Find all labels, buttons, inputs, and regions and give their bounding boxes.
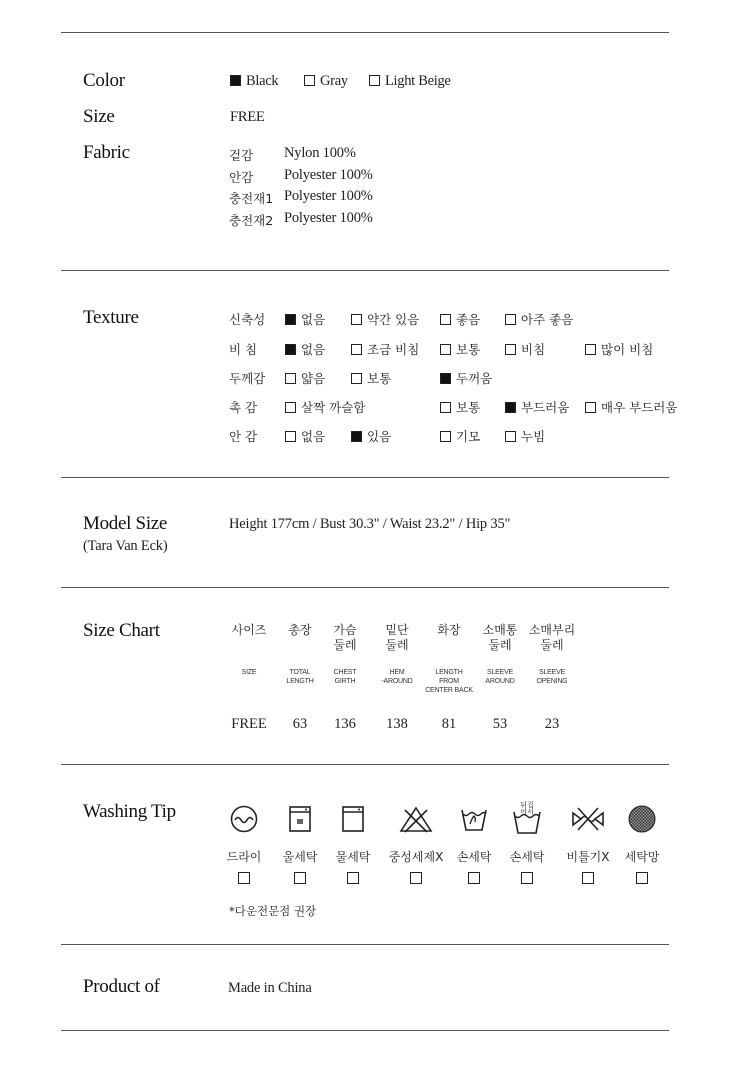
- color-option-black: Black: [230, 73, 278, 90]
- texture-option-label: 없음: [301, 342, 326, 357]
- checkbox-icon: [440, 314, 451, 325]
- divider: [61, 477, 669, 478]
- texture-option-label: 두꺼움: [456, 371, 493, 386]
- texture-option: [285, 340, 325, 358]
- texture-option: [505, 398, 569, 416]
- washing-checkbox: [410, 872, 422, 884]
- texture-option: [285, 310, 325, 328]
- checkbox-icon: [505, 344, 516, 355]
- washing-checkbox: [582, 872, 594, 884]
- texture-option-label: 약간 있음: [367, 312, 420, 327]
- size-chart-header-en: HEM -AROUND: [381, 669, 413, 685]
- checkbox-icon: [440, 431, 451, 442]
- checkbox-icon: [285, 402, 296, 413]
- fabric-part: 겉감: [229, 148, 254, 163]
- texture-option: [351, 369, 391, 387]
- checkbox-icon: [505, 431, 516, 442]
- inside-out-text: 뒤집어서: [520, 801, 534, 816]
- washing-label: 드라이: [226, 850, 262, 864]
- texture-label: Texture: [83, 307, 139, 328]
- size-chart-header: 밑단 둘레: [385, 623, 409, 652]
- texture-row-name: 촉 감: [229, 400, 258, 415]
- fabric-material: Nylon 100%: [284, 145, 356, 161]
- no-neutral-detergent-icon: [398, 804, 434, 838]
- model-name: (Tara Van Eck): [83, 538, 168, 554]
- fabric-material: Polyester 100%: [284, 188, 373, 204]
- checkbox-icon: [304, 75, 315, 86]
- water-wash-icon: [338, 804, 368, 838]
- checkbox-icon: [505, 314, 516, 325]
- texture-option: [440, 310, 480, 328]
- texture-row-name: 두께감: [229, 371, 266, 386]
- washing-checkbox: [468, 872, 480, 884]
- checkbox-icon: [285, 344, 296, 355]
- checkbox-icon: [351, 373, 362, 384]
- texture-option-label: 있음: [367, 429, 392, 444]
- fabric-material: Polyester 100%: [284, 209, 373, 226]
- size-chart-header: 총장: [288, 623, 312, 637]
- checkbox-icon: [440, 402, 451, 413]
- model-measurements: Height 177cm / Bust 30.3" / Waist 23.2" / Hip 35": [229, 516, 511, 532]
- texture-option: [285, 427, 325, 445]
- fabric-part: 충전재2: [229, 212, 274, 228]
- divider-bottom: [61, 1030, 669, 1031]
- color-option-light-beige: Light Beige: [369, 73, 451, 90]
- texture-option: [440, 340, 480, 358]
- texture-option: [351, 427, 391, 445]
- wool-wash-icon: [285, 804, 315, 838]
- texture-option-label: 기모: [456, 429, 481, 444]
- washing-checkbox: [294, 872, 306, 884]
- texture-option-label: 부드러움: [521, 400, 570, 415]
- texture-option: [351, 340, 419, 358]
- texture-row-name: 비 침: [229, 342, 258, 357]
- texture-option-label: 좋음: [456, 312, 481, 327]
- checkbox-icon: [285, 431, 296, 442]
- no-wringing-icon: [570, 804, 606, 838]
- checkbox-icon: [440, 373, 451, 384]
- washing-label: 비틀기X: [566, 850, 610, 864]
- washing-checkbox: [347, 872, 359, 884]
- size-chart-value: FREE: [231, 716, 267, 732]
- checkbox-icon: [351, 431, 362, 442]
- texture-option-label: 보통: [456, 400, 481, 415]
- hand-wash-inside-out-icon: [511, 802, 543, 840]
- texture-option-label: 아주 좋음: [521, 312, 574, 327]
- size-value: FREE: [230, 109, 265, 125]
- washing-label: 울세탁: [282, 850, 318, 864]
- size-chart-header-en: TOTAL LENGTH: [286, 669, 314, 685]
- texture-row-name: 신축성: [229, 312, 266, 327]
- washing-checkbox: [238, 872, 250, 884]
- divider-top: [61, 32, 669, 33]
- texture-option: [285, 369, 325, 387]
- washing-label: 물세탁: [335, 850, 371, 864]
- washing-checkbox: [521, 872, 533, 884]
- washing-checkbox: [636, 872, 648, 884]
- texture-option: [505, 310, 573, 328]
- checkbox-icon: [585, 402, 596, 413]
- laundry-net-icon: [627, 804, 657, 838]
- washing-tip-label: Washing Tip: [83, 801, 176, 822]
- washing-label: 손세탁: [509, 850, 545, 864]
- texture-option: [351, 310, 419, 328]
- washing-note: *다운전문점 권장: [229, 904, 317, 918]
- checkbox-icon: [351, 314, 362, 325]
- texture-option-label: 매우 부드러움: [601, 400, 678, 415]
- fabric-part: 충전재1: [229, 191, 274, 206]
- product-of-label: Product of: [83, 976, 160, 997]
- texture-option: [440, 369, 492, 387]
- texture-option-label: 누빔: [521, 429, 546, 444]
- size-chart-value: 138: [386, 716, 408, 732]
- divider: [61, 764, 669, 765]
- checkbox-icon: [369, 75, 380, 86]
- size-chart-value: 23: [544, 716, 560, 732]
- texture-option-label: 살짝 까슬함: [301, 400, 366, 415]
- checkbox-icon: [285, 314, 296, 325]
- size-chart-header-en: LENGTH FROM CENTER BACK: [425, 669, 473, 694]
- size-chart-value: 53: [492, 716, 508, 732]
- size-chart-header-en: CHEST GIRTH: [333, 669, 357, 685]
- color-option-gray: Gray: [304, 73, 348, 90]
- size-chart-header: 소매부리 둘레: [528, 623, 576, 652]
- checkbox-icon: [505, 402, 516, 413]
- fabric-part: 안감: [229, 169, 254, 185]
- size-chart-header: 소매통 둘레: [482, 623, 518, 652]
- checkbox-icon: [230, 75, 241, 86]
- size-chart-value: 81: [441, 716, 457, 732]
- checkbox-icon: [285, 373, 296, 384]
- size-chart-header: 사이즈: [231, 623, 267, 637]
- divider: [61, 944, 669, 945]
- checkbox-icon: [351, 344, 362, 355]
- texture-option: [440, 427, 480, 445]
- fabric-material: Polyester 100%: [284, 166, 373, 183]
- texture-option-label: 보통: [456, 342, 481, 357]
- size-chart-value: 136: [334, 716, 356, 732]
- size-chart-value: 63: [292, 716, 308, 732]
- washing-label: 세탁망: [624, 850, 660, 864]
- texture-option-label: 없음: [301, 429, 326, 444]
- texture-option-label: 비침: [521, 342, 546, 357]
- checkbox-icon: [440, 344, 451, 355]
- texture-option: [505, 427, 545, 445]
- fabric-label: Fabric: [83, 142, 130, 163]
- color-label: Color: [83, 70, 125, 91]
- texture-option-label: 없음: [301, 312, 326, 327]
- product-origin: Made in China: [228, 980, 312, 996]
- texture-option: [585, 340, 653, 358]
- texture-option: [440, 398, 480, 416]
- divider: [61, 587, 669, 588]
- texture-option-label: 보통: [367, 371, 392, 386]
- size-chart-header-en: SLEEVE AROUND: [485, 669, 515, 685]
- washing-label: 손세탁: [456, 850, 492, 864]
- texture-option: [585, 398, 677, 416]
- texture-option-label: 많이 비침: [601, 342, 654, 357]
- model-size-label: Model Size: [83, 513, 168, 534]
- hand-wash-icon: [459, 804, 489, 838]
- size-chart-header: 가슴 둘레: [333, 623, 357, 652]
- texture-row-name: 안 감: [229, 429, 258, 444]
- texture-option-label: 얇음: [301, 371, 326, 386]
- size-chart-header: 화장: [437, 623, 461, 637]
- washing-label: 중성세제X: [388, 850, 444, 864]
- size-chart-header-en: SLEEVE OPENING: [536, 669, 568, 685]
- size-chart-header-en: SIZE: [241, 669, 257, 676]
- size-label: Size: [83, 106, 115, 127]
- texture-option: [505, 340, 545, 358]
- dry-clean-icon: [229, 804, 259, 838]
- divider: [61, 270, 669, 271]
- texture-option-label: 조금 비침: [367, 342, 420, 357]
- size-chart-label: Size Chart: [83, 620, 160, 641]
- texture-option: [285, 398, 365, 416]
- checkbox-icon: [585, 344, 596, 355]
